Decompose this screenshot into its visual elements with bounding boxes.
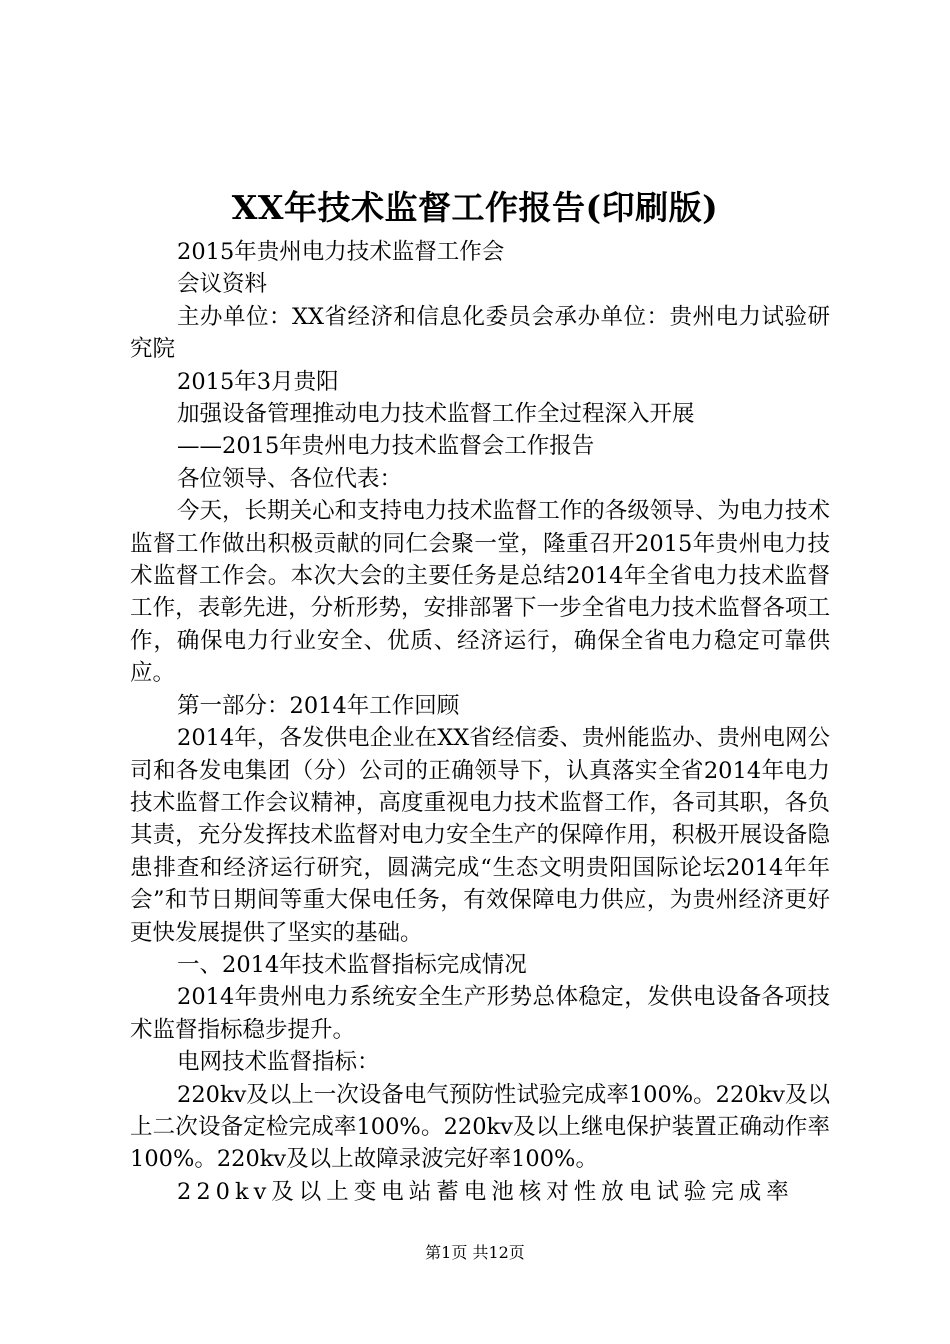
document-title: XX年技术监督工作报告(印刷版) [231, 188, 719, 227]
paragraph: 220kv及以上一次设备电气预防性试验完成率100%。220kv及以上二次设备定检完成率100%。220kv及以上继电保护装置正确动作率100%。220kv及以上故障录波完好率100%。 [130, 1081, 830, 1173]
paragraph: 2014年贵州电力系统安全生产形势总体稳定，发供电设备各项技术监督指标稳步提升。 [130, 984, 830, 1043]
section-heading: 第一部分：2014年工作回顾 [177, 692, 460, 719]
section-heading: 一、2014年技术监督指标完成情况 [177, 951, 527, 978]
paragraph: 主办单位：XX省经济和信息化委员会承办单位：贵州电力试验研究院 [130, 303, 830, 363]
paragraph: ——2015年贵州电力技术监督会工作报告 [177, 433, 595, 460]
paragraph: 加强设备管理推动电力技术监督工作全过程深入开展 [177, 401, 695, 428]
paragraph: 会议资料 [177, 271, 268, 298]
paragraph: 220kv及以上变电站蓄电池核对性放电试验完成率 [177, 1178, 794, 1205]
paragraph: 2015年3月贵阳 [177, 368, 339, 395]
paragraph: 2015年贵州电力技术监督工作会 [177, 239, 505, 265]
section-heading: 电网技术监督指标： [177, 1049, 380, 1076]
paragraph: 各位领导、各位代表： [177, 465, 403, 492]
paragraph: 今天，长期关心和支持电力技术监督工作的各级领导、为电力技术监督工作做出积极贡献的同仁会聚一堂，隆重召开2015年贵州电力技术监督工作会。本次大会的主要任务是总结2014年全省电力技术监督工作，表彰先进，分析形势，安排部署下一步全省电力技术监督各项工作，确保电力行业安全、优质、经济运行，确保全省电力稳定可靠供应。 [130, 498, 830, 687]
page-number: 第1页 共12页 [425, 1243, 525, 1262]
paragraph: 2014年，各发供电企业在XX省经信委、贵州能监办、贵州电网公司和各发电集团（分）公司的正确领导下，认真落实全省2014年电力技术监督工作会议精神，高度重视电力技术监督工作，各司其职，各负其责，充分发挥技术监督对电力安全生产的保障作用，积极开展设备隐患排查和经济运行研究，圆满完成“生态文明贵阳国际论坛2014年年会”和节日期间等重大保电任务，有效保障电力供应，为贵州经济更好更快发展提供了坚实的基础。 [130, 725, 830, 946]
document-body [130, 236, 830, 1208]
